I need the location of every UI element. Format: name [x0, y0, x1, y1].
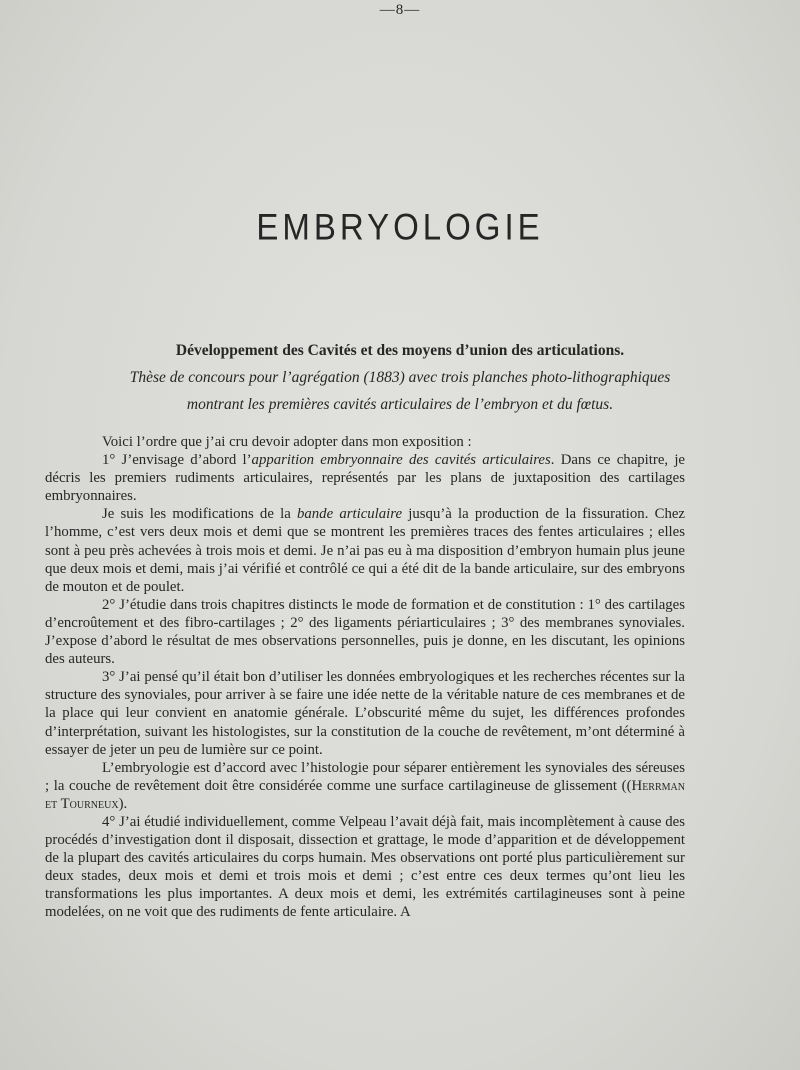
paragraph-5-authors: Herrman et Tourneux — [45, 777, 685, 812]
paragraph-2-text-a: Je suis les modifications de la — [102, 506, 297, 523]
paragraph-5 — [45, 759, 685, 813]
paragraph-5-text-a: L’embryologie est d’accord avec l’histologie pour séparer entièrement les synoviales des séreuses ; la couche de revêtement doit être considérée comme une surface cartilagineuse de glissement (( — [45, 759, 685, 794]
paragraph-1 — [45, 451, 685, 505]
body-text — [45, 433, 685, 922]
section-subtitle: Développement des Cavités et des moyens d’union des articulations. — [175, 342, 625, 359]
paragraph-3: 2° J’étudie dans trois chapitres distincts le mode de formation et de constitution : 1° des cartilages d’encroûtement et des fibro-cartilages ; 2° des ligaments périarticulaires ; 3° des membranes synoviales. J’expose d’abord le résultat de mes observations personnelles, puis je donne, en les discutant, les opinions des auteurs. — [45, 596, 685, 668]
paragraph-2-emphasis: bande articulaire — [296, 506, 403, 523]
paragraph-6: 4° J’ai étudié individuellement, comme Velpeau l’avait déjà fait, mais incomplètement à cause des procédés d’investigation dont il disposait, dissection et grattage, le mode d’apparition et de développement de la plupart des cavités articulaires du corps humain. Mes observations ont porté plus particulièrement sur deux stades, deux mois et demi et trois mois et demi ; c’est entre ces deux termes qu’ont lieu les transformations les plus importantes. A deux mois et demi, les extrémités cartilagineuses sont à peine modelées, on ne voit que des rudiments de fente articulaire. A — [45, 813, 685, 921]
paragraph-2-text-b: jusqu’à la production de la fissuration. Chez l’homme, c’est vers deux mois et demi que se montrent les premières traces des fentes articulaires ; elles sont à peu près achevées à trois mois et demi. Je n’ai pas eu à ma disposition d’embryon humain plus jeune que deux mois et demi, mais j’ai vérifié et contrôlé ce qui a été dit de la bande articulaire, sur des embryons de mouton et de poulet. — [45, 506, 685, 595]
paragraph-1-text-b: . Dans ce chapitre, je décris les premiers rudiments articulaires, représentés par les plans de juxtaposition des cartilages embryonnaires. — [45, 452, 685, 505]
paragraph-1-emphasis: apparition embryonnaire des cavités articulaires — [251, 452, 551, 469]
paragraph-intro: Voici l’ordre que j’ai cru devoir adopter dans mon exposition : — [102, 434, 472, 450]
paragraph-1-text-a: 1° J’envisage d’abord l’ — [102, 452, 252, 469]
paragraph-4: 3° J’ai pensé qu’il était bon d’utiliser les données embryologiques et les recherches récentes sur la structure des synoviales, pour arriver à se faire une idée nette de la véritable nature de ces membranes et de la place qui leur convient en anatomie générale. L’obscurité même du sujet, les différences profondes d’interprétation, suivant les histologistes, sur la constitution de la couche de revêtement, m’ont déterminé à essayer de jeter un peu de lumière sur ce point. — [45, 669, 685, 758]
paragraph-2 — [45, 505, 685, 595]
page-number: —8— — [379, 2, 421, 18]
paragraph-5-text-b: ). — [118, 795, 128, 812]
thesis-note-line-2: montrant les premières cavités articulaires de l’embryon et du fœtus. — [186, 396, 614, 413]
thesis-note-line-1: Thèse de concours pour l’agrégation (1883) avec trois planches photo-lithographiques — [129, 369, 671, 386]
page-title: EMBRYOLOGIE — [256, 205, 544, 248]
